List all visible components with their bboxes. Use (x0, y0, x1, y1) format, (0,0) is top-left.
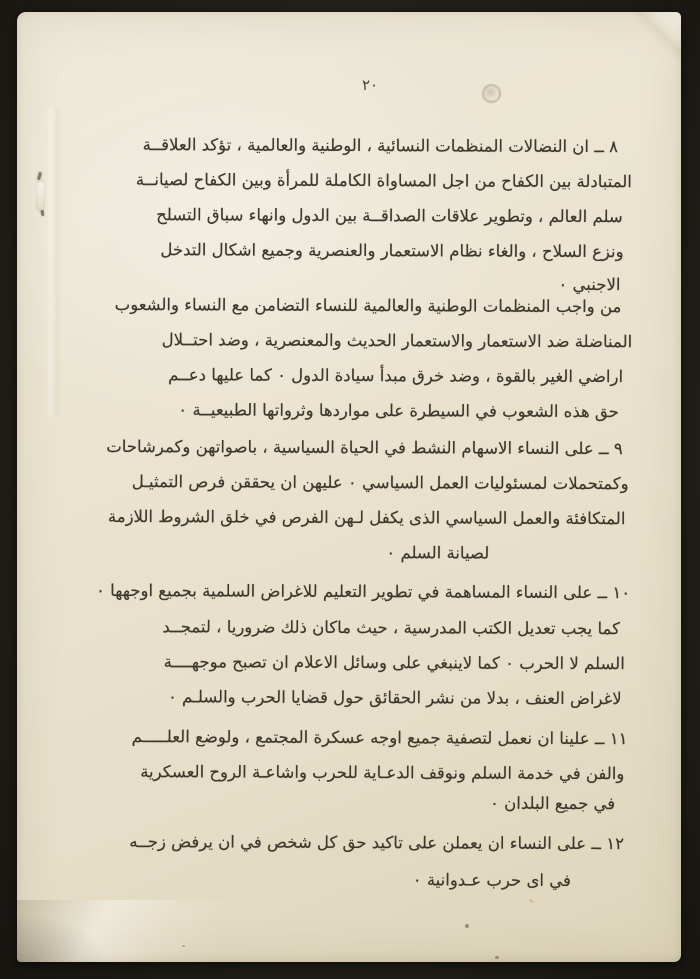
text-line-item8-4: ونزع السلاح ، والغاء نظام الاستعمار والعنصرية وجميع اشكال التدخل (160, 240, 624, 262)
text-line-item12-2: في اى حرب عـدوانية ٠ (412, 870, 571, 890)
text-line-item8-8: اراضي الغير بالقوة ، وضد خرق مبدأ سيادة الدول ٠ كما عليها دعــم (168, 365, 624, 387)
text-line-item8-5: الاجنبي ٠ (558, 274, 621, 295)
text-line-item9-1: ٩ ــ على النساء الاسهام النشط في الحياة السياسية ، باصواتهن وكمرشاحات (106, 436, 623, 459)
text-line-item11-1: ١١ ــ علينا ان نعمل لتصفية جميع اوجه عسكرة المجتمع ، ولوضع العلـــــم (131, 727, 628, 749)
document-text-block (15, 11, 683, 964)
text-line-item9-2: وكمتحملات لمسئوليات العمل السياسي ٠ عليهن ان يحققن فرص التمثيـل (131, 472, 629, 494)
scanned-page-sheet (17, 12, 681, 962)
text-line-item12-1: ١٢ ــ على النساء ان يعملن على تاكيد حق كل شخص في ان يرفض زجــه (129, 832, 625, 854)
text-line-item10-3: السلم لا الحرب ٠ كما لاينبغي على وسائل الاعلام ان تصبح موجهــــة (163, 652, 625, 674)
text-line-item8-9: حق هذه الشعوب في السيطرة على مواردها وثرواتها الطبيعيــة ٠ (178, 400, 619, 422)
text-line-item11-2: والفن في خدمة السلم ونوقف الدعـاية للحرب واشاعـة الروح العسكرية (140, 762, 625, 784)
text-line-item11-3: في جميع البلدان ٠ (489, 793, 616, 814)
text-line-item8-2: المتبادلة بين الكفاح من اجل المساواة الكاملة للمرأة وبين الكفاح لصيانــة (135, 170, 632, 192)
text-line-item10-1: ١٠ ــ على النساء المساهمة في تطوير التعليم للاغراض السلمية بجميع اوجهها ٠ (95, 580, 631, 603)
text-line-item8-6: من واجب المنظمات الوطنية والعالمية للنساء التضامن مع النساء والشعوب (114, 294, 622, 317)
text-line-item8-7: المناضلة ضد الاستعمار والاستعمار الحديث والمعنصرية ، وضد احتــلال (161, 330, 633, 352)
text-line-item8-3: سلم العالم ، وتطوير علاقات الصداقــة بين الدول وانهاء سباق التسلح (156, 205, 623, 227)
text-line-item9-3: المتكافئة والعمل السياسي الذى يكفل لـهن الفرص في خلق الشروط اللازمة (107, 506, 626, 529)
text-line-item9-4: لصيانة السلم ٠ (386, 543, 490, 563)
text-line-item8-1: ٨ ــ ان النضالات المنظمات النسائية ، الوطنية والعالمية ، تؤكد العلاقــة (142, 135, 619, 157)
text-line-item10-4: لاغراض العنف ، بدلا من نشر الحقائق حول قضايا الحرب والسلـم ٠ (167, 687, 622, 709)
page-number: ٢٠ (362, 76, 379, 94)
text-line-item10-2: كما يجب تعديل الكتب المدرسية ، حيث ماكان ذلك ضروريا ، لتمجــد (162, 617, 621, 639)
